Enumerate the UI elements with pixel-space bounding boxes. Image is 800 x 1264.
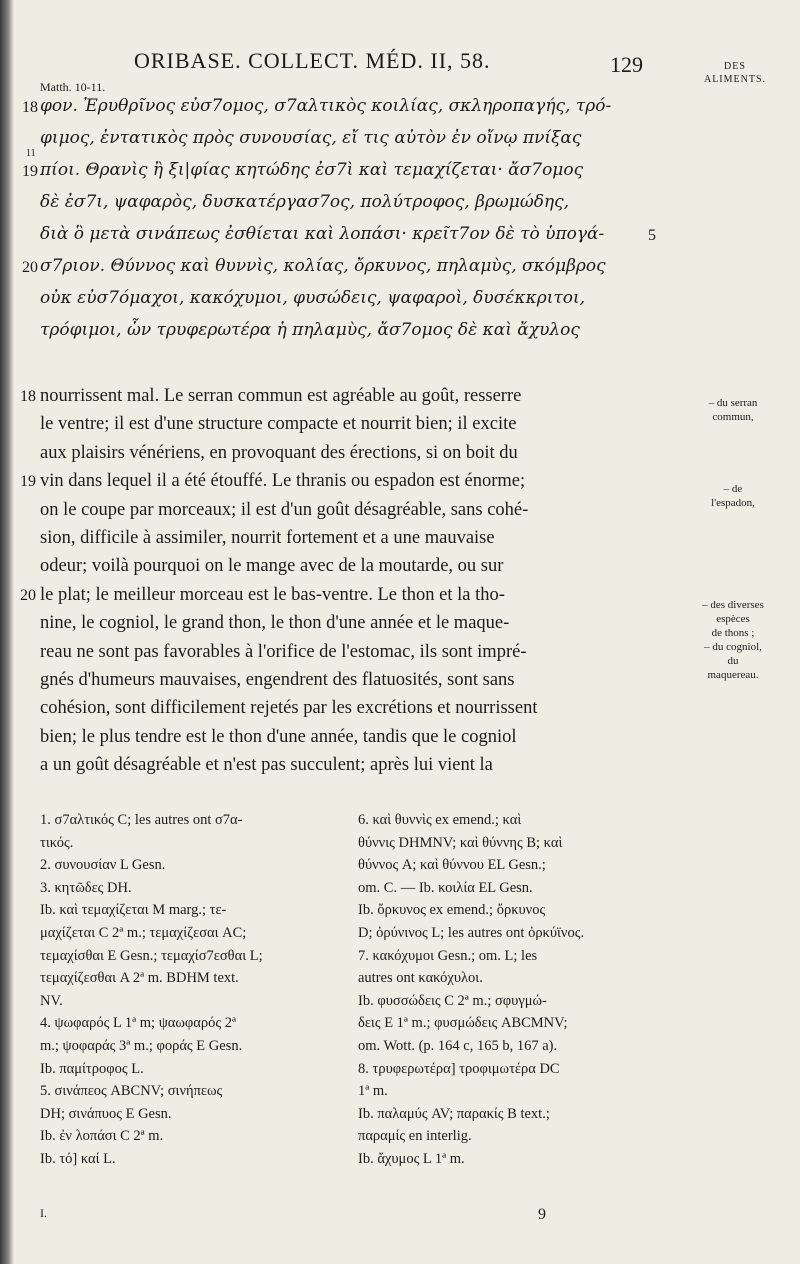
french-line: bien; le plus tendre est le thon d'une année, tandis que le cogniol [40, 726, 517, 747]
greek-line: οὐκ εὐσ7όμαχοι, κακόχυμοι, φυσώδεις, ψαφαροὶ, δυσέκκριτοι, [40, 288, 586, 308]
margin-note-line: de thons ; [711, 627, 755, 639]
french-line: odeur; voilà pourquoi on le mange avec de la moutarde, ou sur [40, 556, 504, 577]
footnote-line: om. C. — Ib. κοιλία EL Gesn. [358, 879, 533, 896]
sheet-mark: I. [40, 1206, 47, 1220]
footnote-line: 7. κακόχυμοι Gesn.; om. L; les [358, 947, 538, 964]
margin-note-line: – de [723, 483, 743, 495]
french-line: reau ne sont pas favorables à l'orifice de l'estomac, ils sont impré- [40, 641, 527, 662]
margin-note-line: maquereau. [707, 669, 759, 681]
line-number: 20 [20, 586, 36, 604]
footnote-line: om. Wott. (p. 164 c, 165 b, 167 a). [358, 1038, 558, 1054]
greek-line: διὰ ὃ μετὰ σινάπεως ἐσθίεται καὶ λοπάσι· κρεῖτ7ον δὲ τὸ ὑπογά- [40, 224, 605, 244]
margin-title-line: ALIMENTS. [703, 74, 767, 85]
footnote-line: m.; ψοφαράς 3ª m.; φοράς E Gesn. [40, 1038, 243, 1054]
greek-line: φιμος, ἐντατικὸς πρὸς συνουσίας, εἴ τις αὐτὸν ἐν οἴνῳ πνίξας [40, 128, 582, 148]
footnote-line: τικός. [40, 834, 74, 851]
french-line: a un goût désagréable et n'est pas succulent; après lui vient la [40, 755, 493, 776]
french-line: gnés d'humeurs mauvaises, engendrent des flatuosités, sont sans [40, 670, 515, 690]
margin-note-line: – du cogniol, [704, 641, 762, 653]
margin-note-line: – des diverses [702, 599, 764, 611]
footnote-line: θύννος A; καὶ θύννου EL Gesn.; [358, 857, 546, 874]
greek-line: σ7ριον. Θύννος καὶ θυννὶς, κολίας, ὄρκυνος, πηλαμὺς, σκόμβρος [40, 256, 606, 276]
footnote-line: Ib. τό] καί L. [40, 1151, 116, 1167]
greek-line: πίοι. Θρανὶς ἢ ξι|φίας κητώδης ἐσ7ὶ καὶ τεμαχίζεται· ἄσ7ομος [40, 160, 584, 180]
greek-line: τρόφιμοι, ὧν τρυφερωτέρα ἡ πηλαμὺς, ἄσ7ομος δὲ καὶ ἄχυλος [40, 320, 580, 340]
footnote-line: NV. [40, 992, 63, 1009]
footnote-line: Ib. παλαμύς AV; παρακίς B text.; [358, 1105, 550, 1122]
page-number: 129 [610, 52, 643, 77]
footnote-line: δεις E 1ª m.; φυσμώδεις ABCMNV; [358, 1015, 568, 1032]
french-line: nourrissent mal. Le serran commun est agréable au goût, resserre [40, 386, 522, 406]
footnote-line: 1. σ7αλτικός C; les autres ont σ7α- [40, 812, 243, 828]
footnote-line: 6. καὶ θυννὶς ex emend.; καὶ [358, 812, 522, 828]
line-number: 20 [22, 259, 38, 276]
signature-mark: 9 [538, 1206, 546, 1223]
footnote-line: τεμαχίζεσθαι A 2ª m. BDHM text. [40, 970, 239, 987]
margin-note-line: du [727, 655, 739, 667]
book-spine-shadow [0, 0, 14, 1264]
footnote-line: 8. τρυφερωτέρα] τροφιμωτέρα DC [358, 1060, 560, 1077]
french-line: le plat; le meilleur morceau est le bas-ventre. Le thon et la tho- [40, 584, 505, 605]
footnote-line: 3. κητῶδες DH. [40, 879, 132, 896]
french-line: cohésion, sont difficilement rejetés par les excrétions et nourrissent [40, 698, 538, 719]
footnote-line: DH; σινάπυος E Gesn. [40, 1105, 172, 1122]
footnote-line: θύννις DHMNV; καὶ θύννης B; καὶ [358, 834, 563, 851]
footnote-line: autres ont κακόχυλοι. [358, 970, 483, 987]
greek-line: φον. Ἐρυθρῖνος εὐσ7ομος, σ7αλτικὸς κοιλίας, σκληροπαγής, τρό- [40, 96, 612, 116]
margin-title-line: DES [724, 61, 746, 72]
margin-note-line: espèces [716, 613, 750, 625]
source-reference: Matth. 10-11. [40, 80, 106, 94]
greek-line: δὲ ἐσ7ι, ψαφαρὸς, δυσκατέργασ7ος, πολύτροφος, βρωμώδης, [40, 192, 570, 212]
line-number: 18 [20, 388, 36, 405]
margin-note [672, 598, 794, 682]
footnote-line: Ib. καὶ τεμαχίζεται M marg.; τε- [40, 902, 227, 919]
french-line: vin dans lequel il a été étouffé. Le thranis ou espadon est énorme; [40, 471, 526, 492]
margin-note [672, 482, 794, 510]
french-line: on le coupe par morceaux; il est d'un goût désagréable, sans cohé- [40, 499, 529, 520]
margin-section-title [680, 60, 790, 86]
margin-note [672, 396, 794, 424]
footnote-line: D; ὀρύνινος L; les autres ont ὀρκύϊνος. [358, 925, 585, 941]
footnote-line: 2. συνουσίαν L Gesn. [40, 857, 166, 874]
folio-marker: 11 [26, 148, 36, 159]
footnote-line: Ib. παμίτροφος L. [40, 1060, 144, 1077]
footnote-line: παραμίς en interlig. [358, 1128, 472, 1145]
french-line: nine, le cogniol, le grand thon, le thon d'une année et le maque- [40, 613, 510, 634]
french-line: sion, difficile à assimiler, nourrit fortement et a une mauvaise [40, 528, 495, 548]
margin-note-line: l'espadon, [711, 497, 755, 509]
footnote-line: 5. σινάπεος ABCNV; σινήπεως [40, 1083, 223, 1100]
margin-note-line: commun, [712, 411, 754, 423]
line-number: 18 [22, 99, 38, 116]
line-number: 19 [22, 163, 38, 180]
verse-marker: 5 [648, 227, 656, 244]
line-number: 19 [20, 473, 36, 491]
french-line: le ventre; il est d'une structure compacte et nourrit bien; il excite [40, 414, 517, 435]
running-title: ORIBASE. COLLECT. MÉD. II, 58. [134, 48, 491, 73]
footnote-line: Ib. φυσσώδεις C 2ª m.; σφυγμώ- [358, 992, 547, 1009]
footnote-line: μαχίζεται C 2ª m.; τεμαχίζεσαι AC; [40, 925, 247, 941]
footnote-line: 4. ψωφαρός L 1ª m; ψαωφαρός 2ª [40, 1015, 236, 1032]
french-line: aux plaisirs vénériens, en provoquant des érections, si on boit du [40, 442, 518, 463]
footnote-line: τεμαχίσθαι E Gesn.; τεμαχίσ7εσθαι L; [40, 947, 263, 964]
footnote-line: Ib. ὄρκυνος ex emend.; ὄρκυνος [358, 902, 546, 919]
footnote-line: Ib. ἐν λοπάσι C 2ª m. [40, 1128, 164, 1145]
margin-note-line: – du serran [708, 397, 758, 409]
footnote-line: Ib. ἄχυμος L 1ª m. [358, 1151, 465, 1167]
footnote-line: 1ª m. [358, 1083, 388, 1100]
